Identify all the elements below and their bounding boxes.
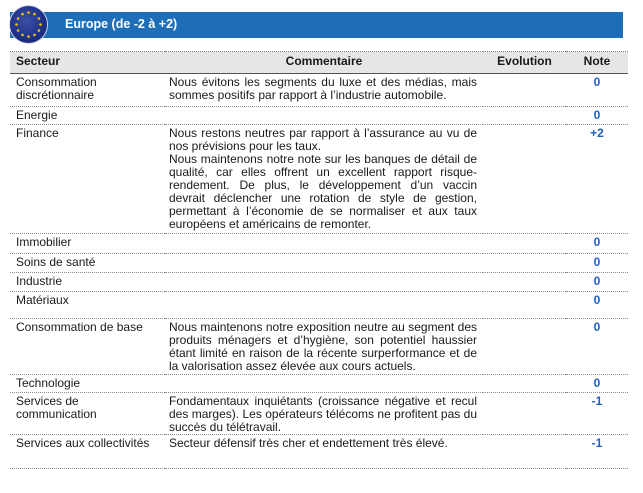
comment-cell (165, 234, 483, 254)
sector-cell: Energie (10, 107, 165, 125)
sector-cell: Services aux collectivités (10, 435, 165, 469)
section-title: Europe (de -2 à +2) (65, 17, 178, 31)
table-row (10, 375, 628, 393)
evolution-cell (483, 125, 566, 234)
sector-cell: Matériaux (10, 292, 165, 319)
sector-cell: Consommation discrétionnaire (10, 74, 165, 107)
note-value: +2 (566, 125, 628, 234)
sector-cell: Consommation de base (10, 319, 165, 375)
evolution-cell (483, 393, 566, 435)
note-value: 0 (566, 74, 628, 107)
table-row (10, 234, 628, 254)
note-value: -1 (566, 393, 628, 435)
comment-cell (165, 74, 483, 107)
table-row (10, 319, 628, 375)
note-value: 0 (566, 319, 628, 375)
comment-cell (165, 393, 483, 435)
sector-cell: Services de communication (10, 393, 165, 435)
evolution-cell (483, 273, 566, 292)
column-header-sector: Secteur (10, 52, 165, 74)
evolution-cell (483, 319, 566, 375)
note-value: 0 (566, 273, 628, 292)
note-value: 0 (566, 375, 628, 393)
table-body (10, 74, 628, 469)
comment-cell (165, 125, 483, 234)
comment-paragraph: Nous maintenons notre exposition neutre au segment des produits ménagers et d’hygiène, son potentiel haussier étant limité en raison de la récente surperformance et de la valorisation assez élevée aux cours actuels. (169, 320, 477, 373)
evolution-cell (483, 234, 566, 254)
column-header-evolution: Evolution (483, 52, 566, 74)
comment-cell (165, 292, 483, 319)
sector-cell: Technologie (10, 375, 165, 393)
evolution-cell (483, 74, 566, 107)
column-header-note: Note (566, 52, 628, 74)
comment-paragraph: Nous maintenons notre note sur les banques de détail de qualité, car elles offrent un excellent rapport risque-rendement. De plus, le développement d’un vaccin devrait déclencher une rotation de style de gestion, permettant à l’économie de se normaliser et aux taux européens et américains de remonter. (169, 152, 477, 231)
note-value: 0 (566, 234, 628, 254)
comment-paragraph: Fondamentaux inquiétants (croissance négative et recul des marges). Les opérateurs télécoms ne profitent pas du succès du télétravail. (169, 394, 477, 434)
table-row (10, 125, 628, 234)
note-value: -1 (566, 435, 628, 469)
table-row (10, 435, 628, 469)
note-value: 0 (566, 107, 628, 125)
comment-cell (165, 273, 483, 292)
sector-cell: Immobilier (10, 234, 165, 254)
comment-cell (165, 435, 483, 469)
comment-cell (165, 375, 483, 393)
sector-ratings-table (10, 51, 628, 469)
table-row (10, 74, 628, 107)
comment-cell (165, 319, 483, 375)
sector-cell: Finance (10, 125, 165, 234)
section-header-bar (10, 12, 623, 38)
sector-cell: Soins de santé (10, 254, 165, 273)
evolution-cell (483, 107, 566, 125)
note-value: 0 (566, 292, 628, 319)
evolution-cell (483, 375, 566, 393)
note-value: 0 (566, 254, 628, 273)
evolution-cell (483, 254, 566, 273)
table-row (10, 393, 628, 435)
column-header-comment: Commentaire (165, 52, 483, 74)
evolution-cell (483, 435, 566, 469)
comment-paragraph: Nous évitons les segments du luxe et des médias, mais sommes positifs par rapport à l’industrie automobile. (169, 75, 477, 102)
evolution-cell (483, 292, 566, 319)
eu-flag-icon (10, 6, 47, 43)
comment-cell (165, 254, 483, 273)
table-row (10, 292, 628, 319)
comment-cell (165, 107, 483, 125)
table-row (10, 273, 628, 292)
table-header-row (10, 52, 628, 74)
table-row (10, 254, 628, 273)
comment-paragraph: Secteur défensif très cher et endettement très élevé. (169, 436, 448, 450)
table-row (10, 107, 628, 125)
eu-stars (10, 6, 47, 43)
comment-paragraph: Nous restons neutres par rapport à l’assurance au vu de nos prévisions pour les taux. (169, 126, 477, 153)
sector-cell: Industrie (10, 273, 165, 292)
